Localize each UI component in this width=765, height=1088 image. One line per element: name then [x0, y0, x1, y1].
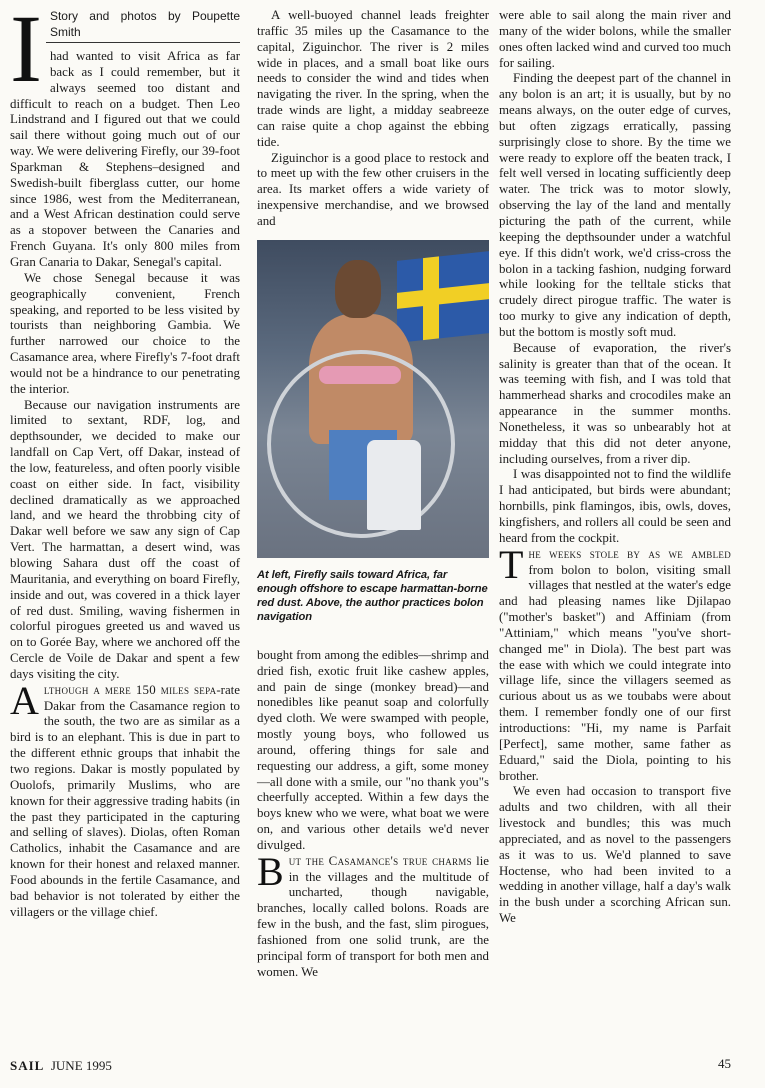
issue-date: JUNE 1995	[50, 1058, 112, 1073]
page-footer	[10, 1058, 112, 1074]
section-text: lie in the villages and the multitude of uncharted, though navigable, branches, locally called bolons. Roads are few in the bush, and the fast, slim pirogues, fashioned from one solid trunk, are the principal form of transport for both men and women. We	[257, 853, 490, 979]
small-caps-lead: he weeks stole by as we ambled	[528, 546, 731, 561]
page-number: 45	[718, 1056, 731, 1071]
magazine-name: SAIL	[10, 1058, 45, 1073]
paragraph: Because our navigation instruments are limited to sextant, RDF, log, and depthsounder, we decided to make our landfall on Cap Vert, off Dakar, instead of the low, featureless, and often poorly visible coast on either side. In fact, visibility declined dramatically as we approached land, and we heard the throbbing city of Dakar well before we saw any sign of Cap Vert. The harmattan, a desert wind, was blowing Sahara dust off the coast of Mauritania, and everything on board Firefly, inside and out, was covered in a thick layer of red dust. Smiling, waving fishermen in colorful pirogues greeted us and waved us on to Gorée Bay, where we anchored off the Cercle de Voile de Dakar and spent a few days visiting the city.	[10, 397, 240, 681]
small-caps-lead: lthough a mere 150 miles sepa	[43, 682, 217, 697]
paragraph: Finding the deepest part of the channel in any bolon is an art; it is usually, but by no means always, on the outer edge of curves, but often zigzags erratically, passing surprisingly close to shore. By the time we were ready to explore off the beaten track, I felt well versed in locating sufficiently deep water. The trick was to motor slowly, observing the lay of the land and mentally picturing the path of the current, while keeping the depthsounder under a watchful eye. If this didn't work, we'd criss-cross the bolon in a tacking fashion, nudging forward while looking for the telltale sticks that crudely direct pirogue traffic. The water is too murky to give any indication of depth, but the bottom is mostly soft mud.	[499, 71, 731, 339]
paragraph: We even had occasion to transport five adults and two children, with all their livestock and bundles; this was much appreciated, and as novel to the passengers as it was to us. We'd planned to save Hoctense, who had been invited to a wedding in another village, half a day's walk in the bush under a scorching African sun. We	[499, 784, 731, 926]
photo-caption: At left, Firefly sails toward Africa, far enough offshore to escape harmattan-borne red dust. Above, the author practices bolon navigation	[257, 568, 488, 623]
paragraph: We chose Senegal because it was geographically convenient, French speaking, and reported to be less visited by tourists than neighboring Gambia. We further narrowed our choice to the Casamance area, where Firefly's 7-foot draft would not be a hindrance to our penetrating the interior.	[10, 270, 240, 396]
paragraph: were able to sail along the main river and many of the wider bolons, while the smaller ones often lacked wind and curved too much for sailing.	[499, 8, 731, 70]
section-paragraph	[499, 541, 731, 785]
section-text: -rate Dakar from the Casamance region to the south, the two are as similar as a bird is to an elephant. This is due in part to the different ethnic groups that inhabit the two regions. Dakar is mostly populated by Ouolofs, primarily Muslims, who are known for their aggressive trading habits (in the past they participated in the capturing and selling of slaves). Diolas, often Roman Catholics, inhabit the Casamance and are known for their honest and relaxed manner. Food abounds in the fertile Casamance, and bad behavior is not tolerated by either the villagers or the village chief.	[10, 682, 240, 919]
paragraph: A well-buoyed channel leads freighter traffic 35 miles up the Casamance to the capital, Ziguinchor. The river is 2 miles wide in places, and a small boat like ours needs to consider the wind and tides when navigating the river. In the spring, when the trade winds are light, a midday seabreeze can raise quite a chop against the ebbing tide.	[257, 8, 489, 149]
swedish-flag-icon	[397, 251, 489, 343]
section-paragraph	[10, 677, 240, 921]
small-caps-lead: ut the Casamance's true charms	[288, 853, 472, 868]
column-1	[10, 0, 240, 920]
column-3	[499, 8, 731, 927]
drop-cap-i: I	[10, 0, 42, 102]
paragraph: Because of evaporation, the river's salinity is greater than that of the ocean. It was teeming with fish, and I was told that hammerhead sharks and crocodiles make an appearance in the summer months. Nonetheless, it was so unbearably hot at midday that this did not deter anyone, including ourselves, from a river dip.	[499, 340, 731, 466]
paragraph: had wanted to visit Africa as far back as I could remember, but it always seemed too distant and difficult to reach on a budget. Then Leo Lindstrand and I figured out that we could sail there without going much out of our way. We were delivering Firefly, our 39-foot Sparkman & Stephens–designed and Swedish-built fiberglass cutter, our home since 1986, west from the Mediterranean, and a West African destination could serve as a stopover between the Canaries and French Guyana. It's only 800 miles from Gran Canaria to Dakar, Senegal's capital.	[10, 49, 240, 269]
section-paragraph	[257, 848, 490, 981]
paragraph: bought from among the edibles—shrimp and dried fish, exotic fruit like cashew apples, and pain de singe (monkey bread)—and nonedibles like peanut soap and colorfully dyed cloth. We were swamped with people, mostly young boys, who followed us around, offering things for sale and requesting our address, a gift, some money—all done with a smile, our "no thank you"s cheerfully accepted. Within a few days the boys knew who we were, what boat we were on, and various other details we'd never divulged.	[257, 647, 489, 852]
section-text: from bolon to bolon, visiting small villages that nestled at the water's edge and had pleasing names like Djilapao ("mother's basket") and Affiniam (from "Attiniam," which means "you've short-changed me" in Diola). The best part was the ease with which we could integrate into village life, since the villagers seemed as curious about us as we toubabs were about them. I remember fondly one of our first introductions: "Hi, my name is Parfait [Perfect], same mother, same father as Eduard," said the Diola, pointing to his brother.	[499, 562, 731, 783]
byline: Story and photos by Poupette Smith	[46, 8, 240, 43]
drop-cap-t: T	[499, 541, 524, 587]
paragraph: I was disappointed not to find the wildlife I had anticipated, but birds were abundant; hornbills, pink flamingos, ibis, owls, doves, kingfishers, and rollers all could be seen and heard from the cockpit.	[499, 467, 731, 545]
column-2	[257, 8, 489, 981]
drop-cap-b: B	[257, 848, 284, 894]
author-at-helm-photo	[257, 240, 489, 558]
drop-cap-a: A	[10, 677, 39, 723]
ship-wheel-icon	[267, 350, 455, 538]
paragraph: Ziguinchor is a good place to restock and to meet up with the few other cruisers in the area. Its market offers a wide variety of inexpensive merchandise, and we browsed and	[257, 150, 489, 228]
